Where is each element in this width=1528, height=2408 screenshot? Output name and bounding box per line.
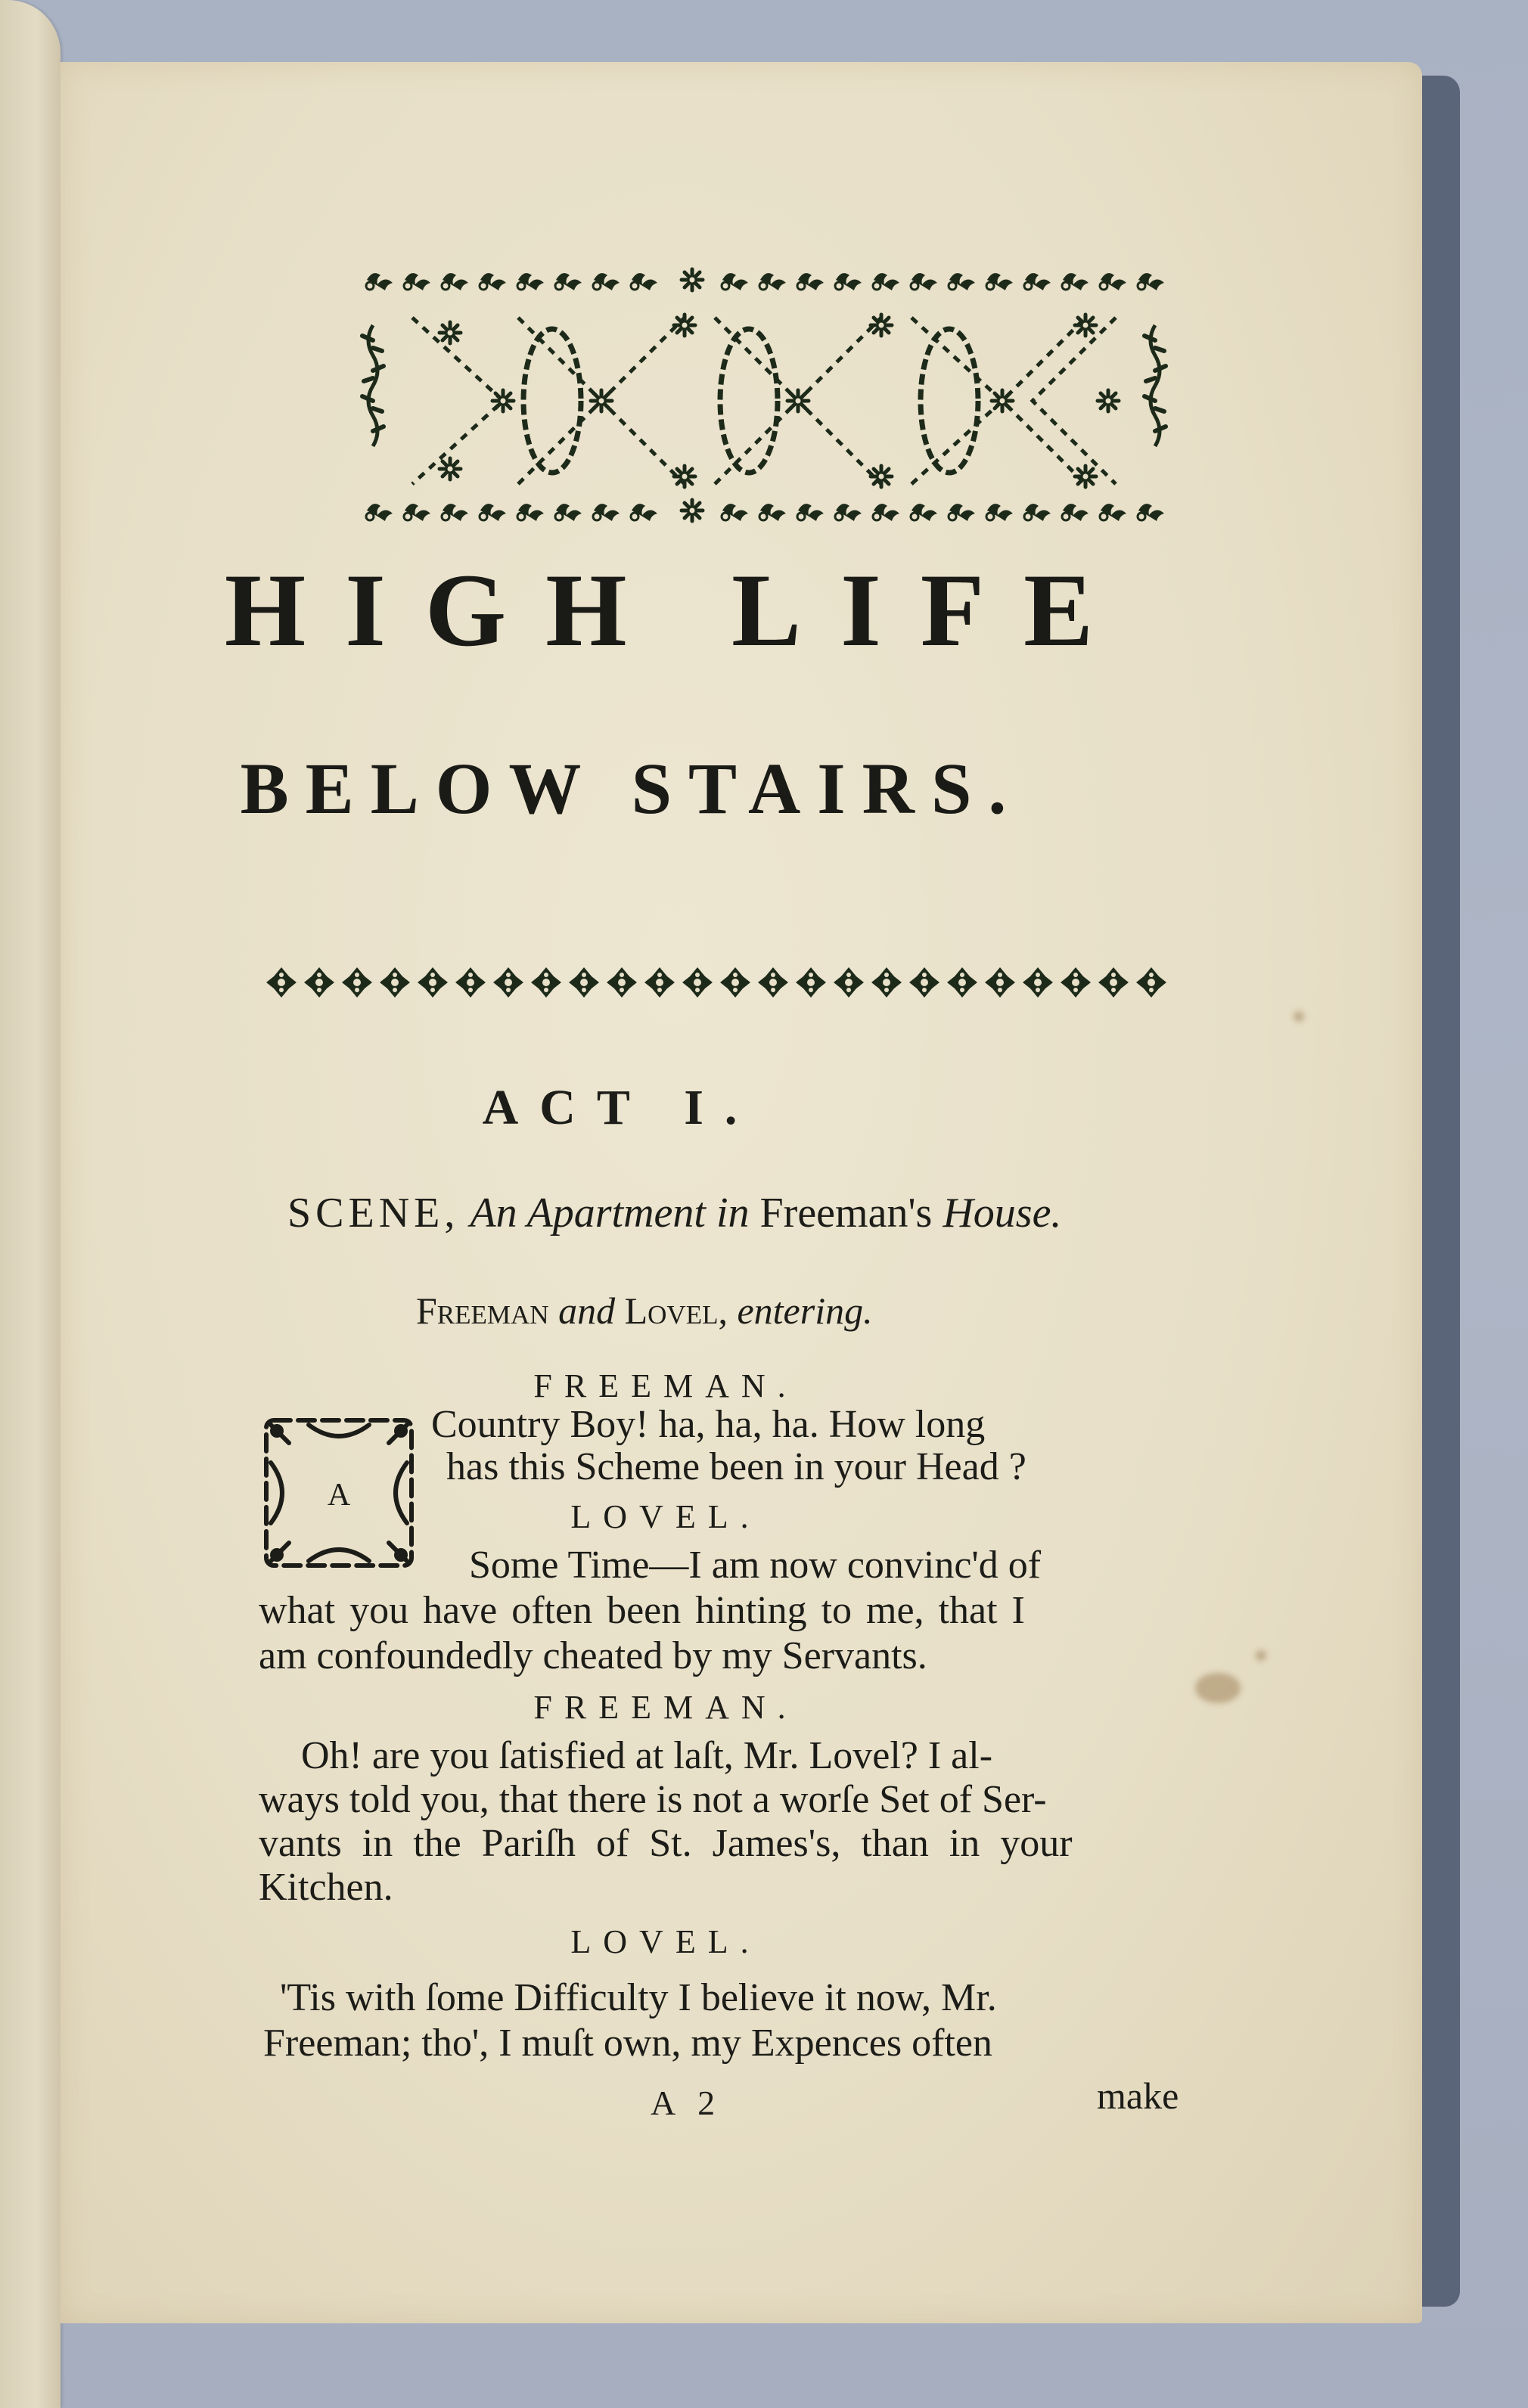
catchword: make xyxy=(1097,2074,1179,2117)
decorated-initial xyxy=(256,1410,422,1576)
dialogue-line: Oh! are you ſatisfied at laſt, Mr. Lovel? I al- xyxy=(301,1734,993,1777)
floral-lattice-headpiece-icon xyxy=(352,257,1180,541)
speaker-heading: FREEMAN. xyxy=(533,1367,798,1404)
speaker-heading: FREEMAN. xyxy=(533,1689,798,1726)
dialogue-line: ways told you, that there is not a worſe Set of Ser- xyxy=(259,1778,1047,1821)
stage-conjunction: and xyxy=(558,1289,616,1332)
foxing-stain xyxy=(1195,1673,1241,1703)
speaker-heading: LOVEL. xyxy=(570,1498,761,1535)
foxing-stain xyxy=(1256,1650,1266,1661)
character-name: Lovel, xyxy=(624,1289,728,1332)
scene-heading xyxy=(287,1189,1271,1237)
title-line-2: BELOW STAIRS. xyxy=(240,748,1023,829)
book-page xyxy=(61,62,1422,2323)
dialogue-line: am confoundedly cheated by my Servants. xyxy=(259,1634,927,1677)
scene-character: Freeman's xyxy=(759,1190,933,1237)
dialogue-line: Kitchen. xyxy=(259,1866,393,1909)
previous-leaf-edge xyxy=(0,0,61,2408)
foxing-stain xyxy=(1294,1011,1304,1022)
scene-location-italic: An Apartment in xyxy=(470,1190,750,1237)
dialogue-line: has this Scheme been in your Head ? xyxy=(446,1445,1026,1488)
dialogue-line: Some Time—I am now convinc'd of xyxy=(469,1544,1042,1587)
character-name: Freeman xyxy=(416,1289,549,1332)
fleuron-row-divider-icon xyxy=(265,964,1210,1001)
drop-cap-letter: A xyxy=(327,1478,351,1513)
dialogue-line: Freeman; tho', I muſt own, my Expences often xyxy=(263,2022,992,2065)
scene-label: SCENE, xyxy=(287,1190,460,1237)
title-line-1: HIGH LIFE xyxy=(224,552,1133,668)
dialogue-line: 'Tis with ſome Difficulty I believe it now, Mr. xyxy=(280,1976,997,2019)
dialogue-line: vants in the Pariſh of St. James's, than in your xyxy=(259,1822,1073,1865)
signature-mark: A 2 xyxy=(651,2084,723,2122)
stage-action: entering. xyxy=(737,1289,873,1332)
speaker-heading: LOVEL. xyxy=(570,1923,761,1960)
act-heading: ACT I. xyxy=(482,1080,759,1135)
dialogue-line: Country Boy! ha, ha, ha. How long xyxy=(431,1403,986,1446)
stage-direction xyxy=(416,1289,873,1333)
scene-location-end: House. xyxy=(943,1190,1062,1237)
dialogue-line: what you have often been hinting to me, that I xyxy=(259,1589,1025,1632)
